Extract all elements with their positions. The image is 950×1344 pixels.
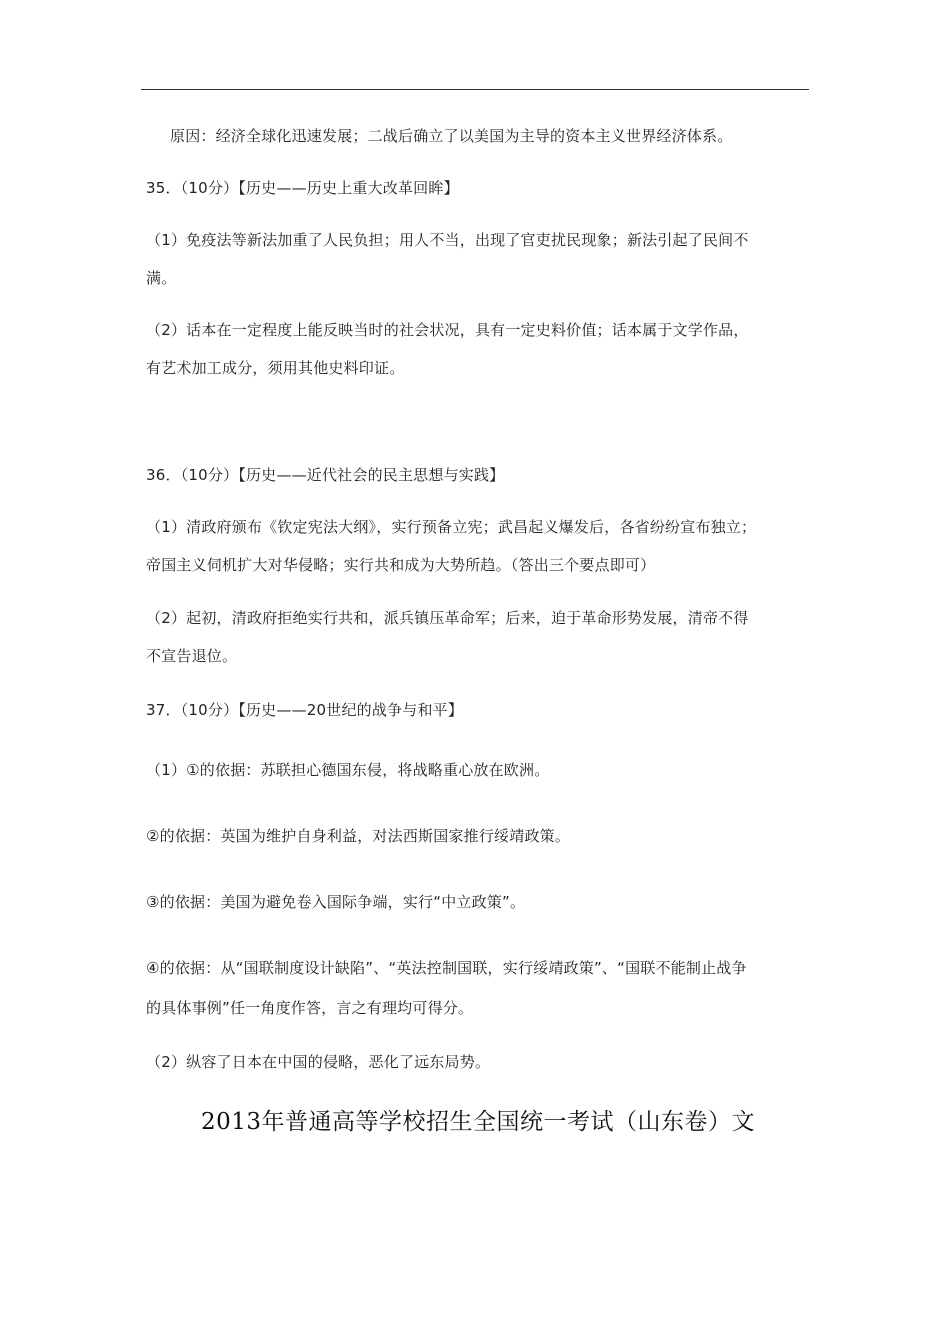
q37-p4-line1: ④的依据：从“国联制度设计缺陷”、“英法控制国联，实行绥靖政策”、“国联不能制止战争	[146, 959, 747, 977]
q36-p2-line1: （2）起初，清政府拒绝实行共和，派兵镇压革命军；后来，迫于革命形势发展，清帝不得	[146, 609, 749, 627]
q35-p2-line2: 有艺术加工成分，须用其他史料印证。	[146, 359, 405, 377]
q37-p4-line2: 的具体事例”任一角度作答，言之有理均可得分。	[146, 999, 474, 1017]
q37-p5: （2）纵容了日本在中国的侵略，恶化了远东局势。	[146, 1053, 491, 1071]
q35-p1-line1: （1）免疫法等新法加重了人民负担；用人不当，出现了官吏扰民现象；新法引起了民间不	[146, 231, 749, 249]
q37-p1: （1）①的依据：苏联担心德国东侵，将战略重心放在欧洲。	[146, 761, 550, 779]
q35-p2-line1: （2）话本在一定程度上能反映当时的社会状况，具有一定史料价值；话本属于文学作品，	[146, 321, 749, 339]
reason-line: 原因：经济全球化迅速发展；二战后确立了以美国为主导的资本主义世界经济体系。	[170, 127, 733, 145]
q35-heading: 35．（10分）【历史——历史上重大改革回眸】	[146, 179, 459, 197]
q37-p3: ③的依据：美国为避免卷入国际争端，实行“中立政策”。	[146, 893, 526, 911]
q36-p1-line2: 帝国主义伺机扩大对华侵略；实行共和成为大势所趋。（答出三个要点即可）	[146, 556, 656, 574]
q37-heading: 37．（10分）【历史——20世纪的战争与和平】	[146, 701, 464, 719]
q35-p1-line2: 满。	[146, 269, 177, 287]
q36-heading: 36．（10分）【历史——近代社会的民主思想与实践】	[146, 466, 505, 484]
q36-p2-line2: 不宣告退位。	[146, 647, 238, 665]
exam-title: 2013年普通高等学校招生全国统一考试（山东卷）文	[201, 1109, 756, 1135]
header-rule	[141, 89, 809, 90]
q36-p1-line1: （1）清政府颁布《钦定宪法大纲》，实行预备立宪；武昌起义爆发后，各省纷纷宣布独立；	[146, 518, 757, 536]
q37-p2: ②的依据：英国为维护自身利益，对法西斯国家推行绥靖政策。	[146, 827, 571, 845]
